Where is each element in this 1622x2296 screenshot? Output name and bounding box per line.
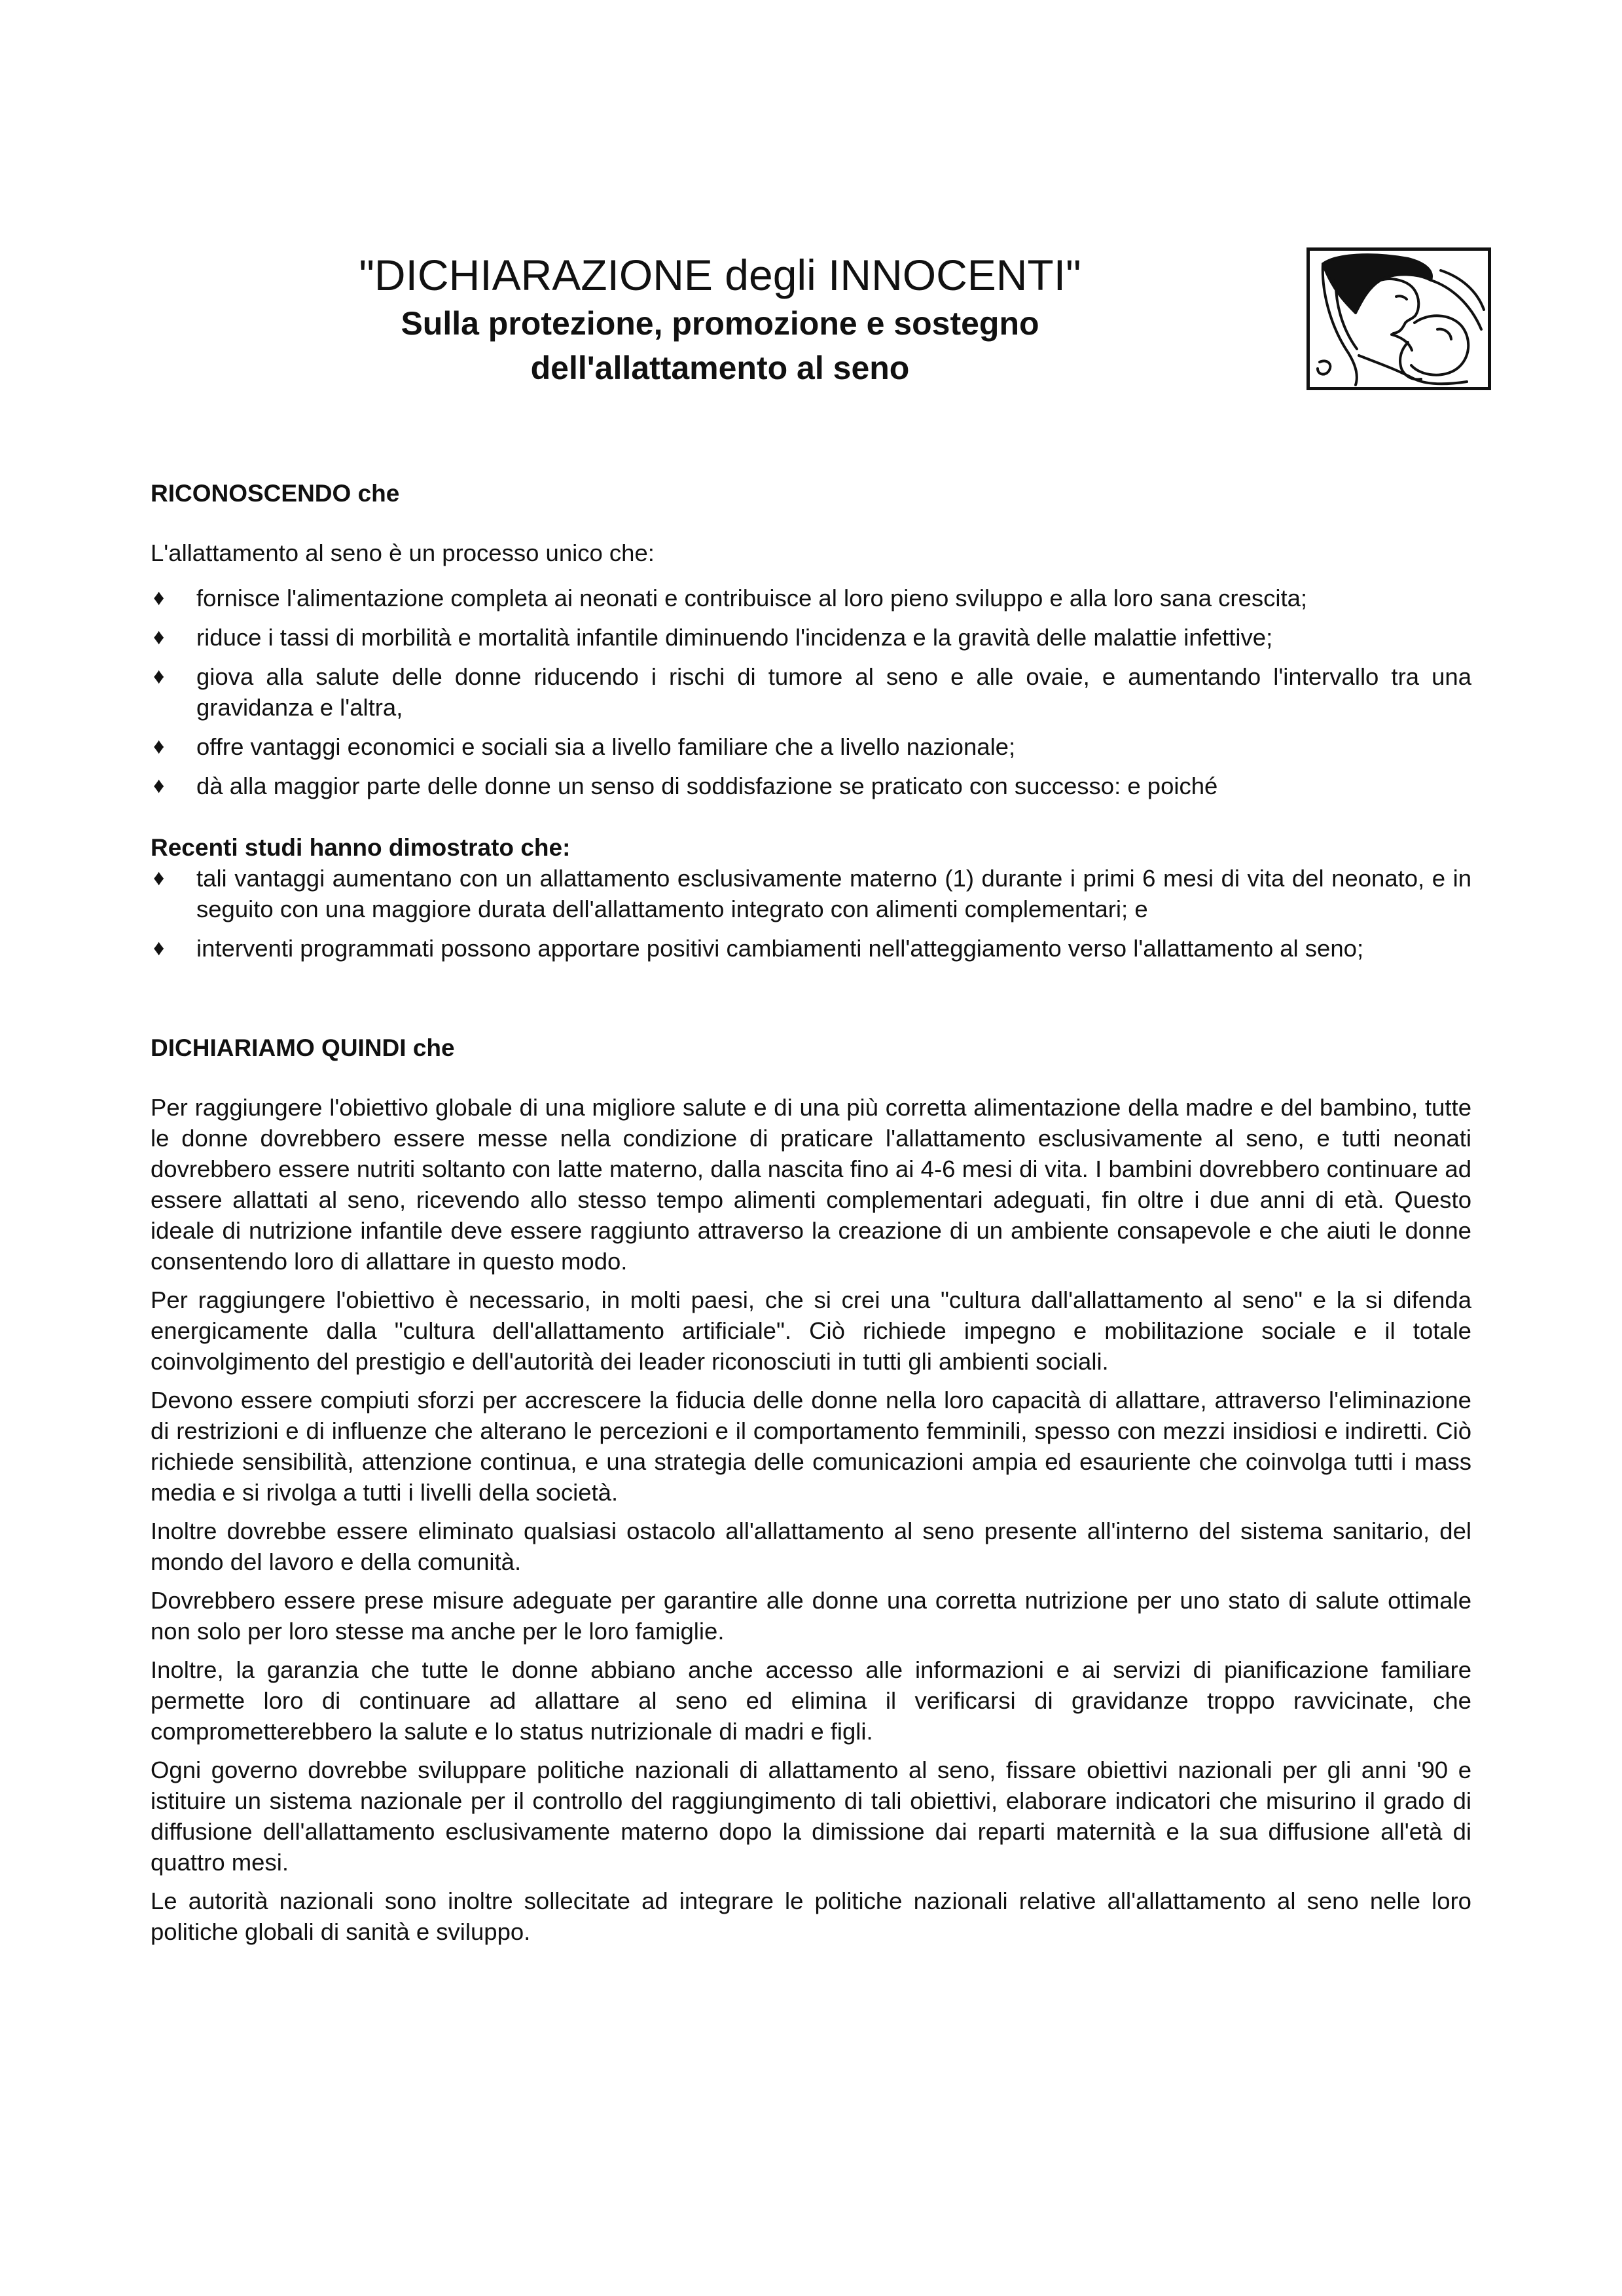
section-heading-dichiariamo: DICHIARIAMO QUINDI che: [151, 1034, 455, 1061]
title-block: [196, 249, 1244, 390]
list-item: ♦ offre vantaggi economici e sociali sia a livello familiare che a livello nazionale;: [151, 731, 1471, 762]
document-body: [151, 478, 1471, 1947]
diamond-bullet-icon: ♦: [153, 936, 165, 960]
bullet-list-studies: [151, 863, 1471, 964]
list-item: ♦ tali vantaggi aumentano con un allattamento esclusivamente materno (1) durante i primi 6 mesi di vita del neonato, e in seguito con una maggiore durata dell'allattamento integrato con alimenti complementari; e: [151, 863, 1471, 924]
diamond-bullet-icon: ♦: [153, 866, 165, 890]
diamond-bullet-icon: ♦: [153, 734, 165, 759]
document-title: "DICHIARAZIONE degli INNOCENTI": [359, 251, 1081, 299]
list-item: ♦ giova alla salute delle donne riducendo i rischi di tumore al seno e alle ovaie, e aumentando l'intervallo tra una gravidanza e l'altra,: [151, 661, 1471, 723]
body-paragraph: Le autorità nazionali sono inoltre sollecitate ad integrare le politiche nazionali relative all'allattamento al seno nelle loro politiche globali di sanità e sviluppo.: [151, 1887, 1471, 1945]
document-subtitle-line2: dell'allattamento al seno: [530, 350, 910, 386]
body-paragraph: Inoltre, la garanzia che tutte le donne abbiano anche accesso alle informazioni e ai servizi di pianificazione familiare permette loro di continuare ad allattare al seno ed elimina il verificarsi di gravidanze troppo ravvicinate, che comprometterebbero la salute e lo status nutrizionale di madri e figli.: [151, 1656, 1471, 1745]
list-item: ♦ dà alla maggior parte delle donne un senso di soddisfazione se praticato con successo: e poiché: [151, 771, 1471, 801]
body-paragraph: Ogni governo dovrebbe sviluppare politiche nazionali di allattamento al seno, fissare obiettivi nazionali per gli anni '90 e istituire un sistema nazionale per il controllo del raggiungimento di tali obiettivi, elaborare indicatori che misurino il grado di diffusione dell'allattamento esclusivamente materno dopo la dimissione dai reparti maternità e la sua diffusione all'età di quattro mesi.: [151, 1757, 1471, 1876]
section-intro: L'allattamento al seno è un processo unico che:: [151, 539, 655, 566]
diamond-bullet-icon: ♦: [153, 664, 165, 689]
body-paragraph: Per raggiungere l'obiettivo è necessario, in molti paesi, che si crei una "cultura dall'allattamento al seno" e la si difenda energicamente dalla "cultura dell'allattamento artificiale". Ciò richiede impegno e mobilitazione sociale e il totale coinvolgimento del prestigio e dell'autorità dei leader riconosciuti in tutti gli ambienti sociali.: [151, 1286, 1471, 1375]
body-paragraph: Devono essere compiuti sforzi per accrescere la fiducia delle donne nella loro capacità di allattare, attraverso l'eliminazione di restrizioni e di influenze che alterano le percezioni e il comportamento femminili, spesso con mezzi insidiosi e indiretti. Ciò richiede sensibilità, attenzione continua, e una strategia delle comunicazioni ampia ed esauriente che coinvolga tutti i mass media e si rivolga a tutti i livelli della società.: [151, 1387, 1471, 1506]
list-item: ♦ interventi programmati possono apportare positivi cambiamenti nell'atteggiamento verso l'allattamento al seno;: [151, 933, 1471, 964]
diamond-bullet-icon: ♦: [153, 773, 165, 798]
body-paragraph: Per raggiungere l'obiettivo globale di una migliore salute e di una più corretta alimentazione della madre e del bambino, tutte le donne dovrebbero essere messe nella condizione di praticare l'allattamento esclusivamente al seno, e tutti neonati dovrebbero essere nutriti soltanto con latte materno, dalla nascita fino ai 4-6 mesi di vita. I bambini dovrebbero continuare ad essere allattati al seno, ricevendo allo stesso tempo alimenti complementari adeguati, fin oltre i due anni di età. Questo ideale di nutrizione infantile deve essere raggiunto attraverso la creazione di un ambiente consapevole e che aiuti le donne consentendo loro di allattare in questo modo.: [151, 1094, 1471, 1275]
diamond-bullet-icon: ♦: [153, 625, 165, 649]
diamond-bullet-icon: ♦: [153, 585, 165, 610]
mother-breastfeeding-logo-icon: [1307, 247, 1491, 390]
section-heading-recenti-studi: Recenti studi hanno dimostrato che:: [151, 834, 571, 861]
section-heading-riconoscendo: RICONOSCENDO che: [151, 480, 400, 507]
body-paragraph: Inoltre dovrebbe essere eliminato qualsiasi ostacolo all'allattamento al seno presente all'interno del sistema sanitario, del mondo del lavoro e della comunità.: [151, 1518, 1471, 1575]
list-item: ♦ riduce i tassi di morbilità e mortalità infantile diminuendo l'incidenza e la gravità delle malattie infettive;: [151, 622, 1471, 653]
body-paragraph: Dovrebbero essere prese misure adeguate per garantire alle donne una corretta nutrizione per uno stato di salute ottimale non solo per loro stesse ma anche per le loro famiglie.: [151, 1587, 1471, 1645]
document-subtitle-line1: Sulla protezione, promozione e sostegno: [401, 305, 1039, 342]
bullet-list-benefits: [151, 583, 1471, 801]
list-item: ♦ fornisce l'alimentazione completa ai neonati e contribuisce al loro pieno sviluppo e alla loro sana crescita;: [151, 583, 1471, 613]
